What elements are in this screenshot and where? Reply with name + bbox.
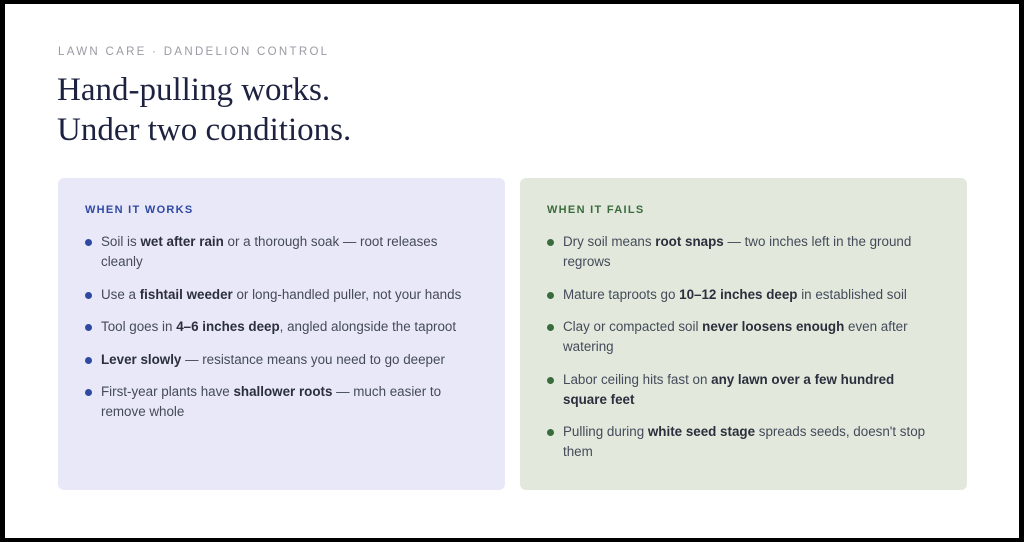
bullet-dot-icon bbox=[547, 324, 554, 331]
list-item bbox=[85, 382, 479, 422]
bullet-dot-icon bbox=[85, 292, 92, 299]
item-pre: Mature taproots go bbox=[563, 286, 680, 302]
item-emphasis: white seed stage bbox=[647, 424, 756, 439]
item-pre: Tool goes in bbox=[101, 319, 177, 334]
item-post: in established soil bbox=[797, 286, 907, 302]
item-post: or a thorough soak — root releases cleanly bbox=[101, 234, 438, 269]
slide bbox=[5, 4, 1019, 538]
item-post: — much easier to remove whole bbox=[101, 384, 442, 419]
item-post: even after watering bbox=[563, 319, 908, 354]
bullet-dot-icon bbox=[85, 324, 92, 331]
bullet-dot-icon bbox=[85, 239, 92, 246]
when-it-works-heading: WHEN IT WORKS bbox=[85, 204, 194, 216]
when-it-works-card bbox=[58, 178, 505, 490]
item-pre: First-year plants have bbox=[101, 384, 234, 399]
item-emphasis: never loosens enough bbox=[702, 319, 845, 334]
item-pre: Pulling during bbox=[563, 424, 648, 439]
bullet-dot-icon bbox=[85, 389, 92, 396]
item-emphasis: 10–12 inches deep bbox=[679, 286, 798, 302]
item-post: , angled alongside the taproot bbox=[279, 319, 457, 334]
list-item bbox=[85, 285, 479, 305]
bullet-dot-icon bbox=[547, 239, 554, 246]
item-post: spreads seeds, doesn't stop them bbox=[563, 424, 926, 459]
bullet-dot-icon bbox=[547, 429, 554, 436]
title-line-1: Hand-pulling works. bbox=[57, 72, 331, 108]
item-pre: Soil is bbox=[101, 234, 141, 249]
item-post: or long-handled puller, not your hands bbox=[232, 286, 462, 302]
when-it-works-list bbox=[85, 232, 479, 422]
eyebrow-label: LAWN CARE · DANDELION CONTROL bbox=[58, 46, 330, 58]
page-title bbox=[57, 70, 351, 150]
title-line-2: Under two conditions. bbox=[57, 112, 352, 148]
bullet-dot-icon bbox=[547, 377, 554, 384]
bullet-dot-icon bbox=[85, 357, 92, 364]
list-item bbox=[85, 317, 479, 337]
item-pre: Dry soil means bbox=[563, 234, 656, 249]
list-item bbox=[85, 350, 479, 370]
item-pre: Clay or compacted soil bbox=[563, 319, 703, 334]
list-item bbox=[547, 422, 941, 462]
item-emphasis: Lever slowly bbox=[101, 351, 182, 367]
list-item bbox=[85, 232, 479, 272]
item-pre: Labor ceiling hits fast on bbox=[563, 371, 712, 387]
item-post: — two inches left in the ground regrows bbox=[563, 234, 912, 269]
item-pre: Use a bbox=[101, 286, 140, 302]
when-it-fails-heading: WHEN IT FAILS bbox=[547, 204, 645, 216]
item-post: — resistance means you need to go deeper bbox=[181, 351, 445, 367]
item-emphasis: any lawn over a few hundred square feet bbox=[563, 371, 895, 407]
list-item bbox=[547, 232, 941, 272]
item-emphasis: root snaps bbox=[655, 234, 724, 249]
list-item bbox=[547, 370, 941, 410]
list-item bbox=[547, 285, 941, 305]
item-emphasis: shallower roots bbox=[233, 384, 333, 399]
item-emphasis: 4–6 inches deep bbox=[176, 319, 280, 334]
list-item bbox=[547, 317, 941, 357]
item-emphasis: fishtail weeder bbox=[139, 286, 233, 302]
when-it-fails-card bbox=[520, 178, 967, 490]
item-emphasis: wet after rain bbox=[140, 234, 224, 249]
when-it-fails-list bbox=[547, 232, 941, 462]
bullet-dot-icon bbox=[547, 292, 554, 299]
